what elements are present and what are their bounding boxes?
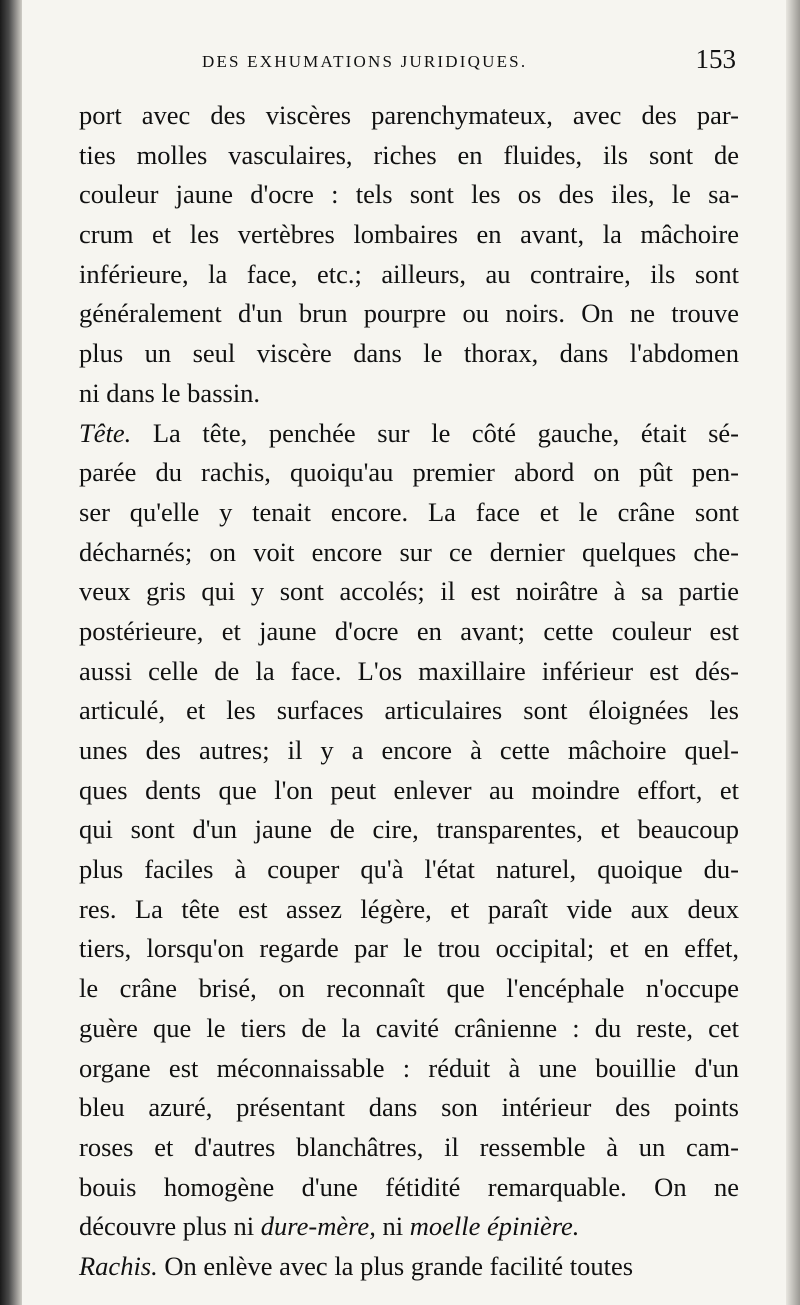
page-header bbox=[80, 44, 740, 84]
text-line bbox=[79, 414, 739, 454]
text-line: plus un seul viscère dans le thorax, dans l'abdomen bbox=[79, 338, 739, 369]
text-line: décharnés; on voit encore sur ce dernier quelques che- bbox=[79, 536, 739, 567]
italic-term: dure-mère, bbox=[260, 1211, 376, 1242]
text-fragment: La tête, penchée sur le côté gauche, était sé- bbox=[131, 417, 739, 448]
text-line: port avec des viscères parenchymateux, avec des par- bbox=[79, 100, 739, 130]
section-heading-rachis: Rachis. bbox=[79, 1250, 158, 1281]
text-line: parée du rachis, quoiqu'au premier abord on pût pen- bbox=[79, 457, 739, 488]
text-line: guère que le tiers de la cavité crânienne : du reste, cet bbox=[79, 1012, 739, 1043]
text-line: inférieure, la face, etc.; ailleurs, au contraire, ils sont bbox=[79, 258, 739, 289]
text-line bbox=[79, 1247, 739, 1287]
text-line: veux gris qui y sont accolés; il est noirâtre à sa partie bbox=[79, 576, 739, 607]
section-heading-tete: Tête. bbox=[79, 417, 132, 448]
text-line: roses et d'autres blanchâtres, il ressemble à un cam- bbox=[79, 1131, 739, 1162]
page-gutter-shadow bbox=[0, 0, 22, 1305]
page-number: 153 bbox=[695, 44, 736, 74]
text-line: généralement d'un brun pourpre ou noirs. On ne trouve bbox=[79, 298, 739, 329]
text-line: bleu azuré, présentant dans son intérieur des points bbox=[79, 1092, 739, 1123]
text-line: tiers, lorsqu'on regarde par le trou occipital; et en effet, bbox=[79, 933, 739, 964]
text-line: plus faciles à couper qu'à l'état naturel, quoique du- bbox=[79, 854, 739, 885]
paragraph-rachis bbox=[79, 1247, 739, 1287]
text-line: ques dents que l'on peut enlever au moindre effort, et bbox=[79, 774, 739, 805]
running-title: DES EXHUMATIONS JURIDIQUES. bbox=[202, 52, 528, 71]
text-line: postérieure, et jaune d'ocre en avant; cette couleur est bbox=[79, 615, 739, 646]
text-line: ser qu'elle y tenait encore. La face et le crâne sont bbox=[79, 496, 739, 527]
page-edge bbox=[786, 0, 800, 1305]
text-line: crum et les vertèbres lombaires en avant, la mâchoire bbox=[79, 219, 739, 250]
text-line: articulé, et les surfaces articulaires sont éloignées les bbox=[79, 695, 739, 726]
text-line: aussi celle de la face. L'os maxillaire inférieur est dés- bbox=[79, 655, 739, 686]
text-line: couleur jaune d'ocre : tels sont les os des iles, le sa- bbox=[79, 179, 739, 210]
paragraph-1 bbox=[79, 96, 739, 414]
paragraph-tete bbox=[79, 414, 739, 1247]
text-fragment: On enlève avec la plus grande facilité toutes bbox=[157, 1250, 634, 1281]
text-line: organe est méconnaissable : réduit à une bouillie d'un bbox=[79, 1052, 739, 1083]
text-line: res. La tête est assez légère, et paraît vide aux deux bbox=[79, 893, 739, 924]
text-line: le crâne brisé, on reconnaît que l'encéphale n'occupe bbox=[79, 973, 739, 1004]
text-line: ties molles vasculaires, riches en fluides, ils sont de bbox=[79, 139, 739, 170]
italic-term: moelle épinière. bbox=[409, 1211, 580, 1242]
text-line bbox=[79, 1207, 739, 1247]
page-body bbox=[79, 96, 739, 1287]
text-fragment: découvre plus ni bbox=[79, 1211, 261, 1242]
text-line: bouis homogène d'une fétidité remarquable. On ne bbox=[79, 1171, 739, 1202]
text-line: ni dans le bassin. bbox=[79, 377, 261, 408]
text-line: unes des autres; il y a encore à cette mâchoire quel- bbox=[79, 735, 739, 765]
text-line: qui sont d'un jaune de cire, transparentes, et beaucoup bbox=[79, 814, 739, 845]
text-fragment: ni bbox=[375, 1211, 410, 1242]
